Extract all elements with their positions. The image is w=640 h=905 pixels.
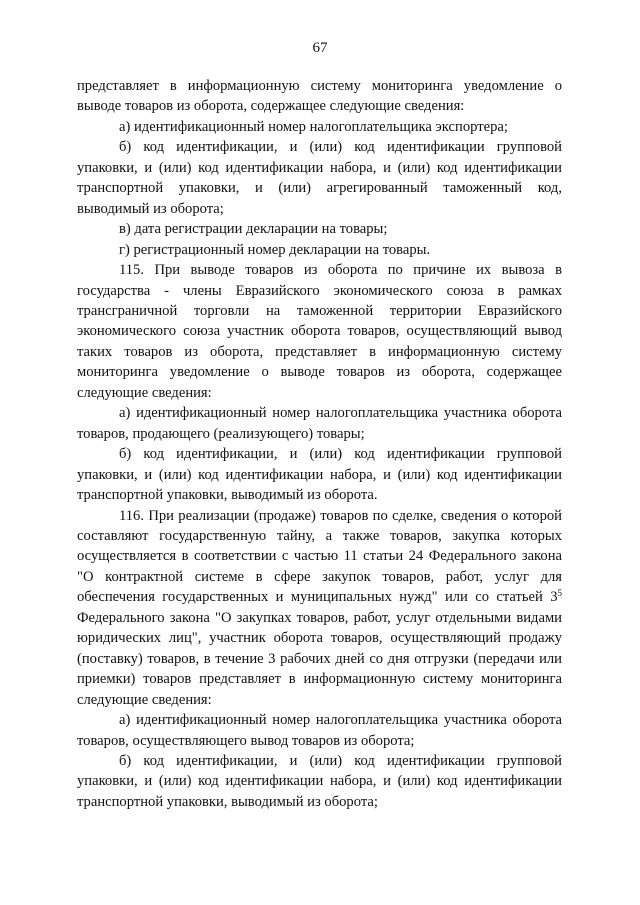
paragraph-116-item-a: а) идентификационный номер налогоплательщика участника оборота товаров, осуществляющего вывод товаров из оборота; — [77, 712, 562, 749]
paragraph-116-item-b: б) код идентификации, и (или) код идентификации групповой упаковки, и (или) код идентификации набора, и (или) код идентификации транспортной упаковки, выводимый из оборота; — [77, 752, 562, 810]
paragraph-115-item-b: б) код идентификации, и (или) код идентификации групповой упаковки, и (или) код идентификации набора, и (или) код идентификации транспортной упаковки, выводимый из оборота. — [77, 446, 562, 504]
paragraph-115-item-a: а) идентификационный номер налогоплательщика участника оборота товаров, продающего (реализующего) товары; — [77, 405, 562, 442]
paragraph-item-b: б) код идентификации, и (или) код идентификации групповой упаковки, и (или) код идентификации набора, и (или) код идентификации транспортной упаковки, и (или) агрегированный таможенный код, выводимый из оборота; — [77, 139, 562, 217]
paragraph-115: 115. При выводе товаров из оборота по причине их вывоза в государства - члены Евразийского экономического союза в рамках трансграничной торговли на таможенной территории Евразийского экономического союза участник оборота товаров, осуществляющий вывод таких товаров из оборота, представляет в информационную систему мониторинга уведомление о выводе товаров из оборота, содержащее следующие сведения: — [77, 262, 562, 401]
paragraph-116-text-before: 116. При реализации (продаже) товаров по сделке, сведения о которой составляют государственную тайну, а также товаров, закупка которых осуществляется в соответствии с частью 11 статьи 24 Федерального закона "О контрактной системе в сфере закупок товаров, работ, услуг для обеспечения государственных и муниципальных нужд" или со статьей 3 — [77, 507, 562, 606]
paragraph-intro: представляет в информационную систему мониторинга уведомление о выводе товаров из оборота, содержащее следующие сведения: — [77, 78, 562, 115]
paragraph-item-v: в) дата регистрации декларации на товары; — [119, 221, 388, 238]
superscript-marker: 5 — [557, 588, 562, 599]
document-body — [77, 76, 562, 812]
paragraph-116 — [77, 506, 562, 711]
paragraph-116-text-after: Федерального закона "О закупках товаров, работ, услуг отдельными видами юридических лиц", участник оборота товаров, осуществляющий продажу (поставку) товаров, в течение 3 рабочих дней со дня отгрузки (передачи или приемки) товаров представляет в информационную систему мониторинга следующие сведения: — [77, 609, 562, 708]
paragraph-item-g: г) регистрационный номер декларации на товары. — [119, 241, 431, 258]
page-number: 67 — [312, 40, 328, 56]
paragraph-item-a: а) идентификационный номер налогоплательщика экспортера; — [119, 118, 508, 135]
